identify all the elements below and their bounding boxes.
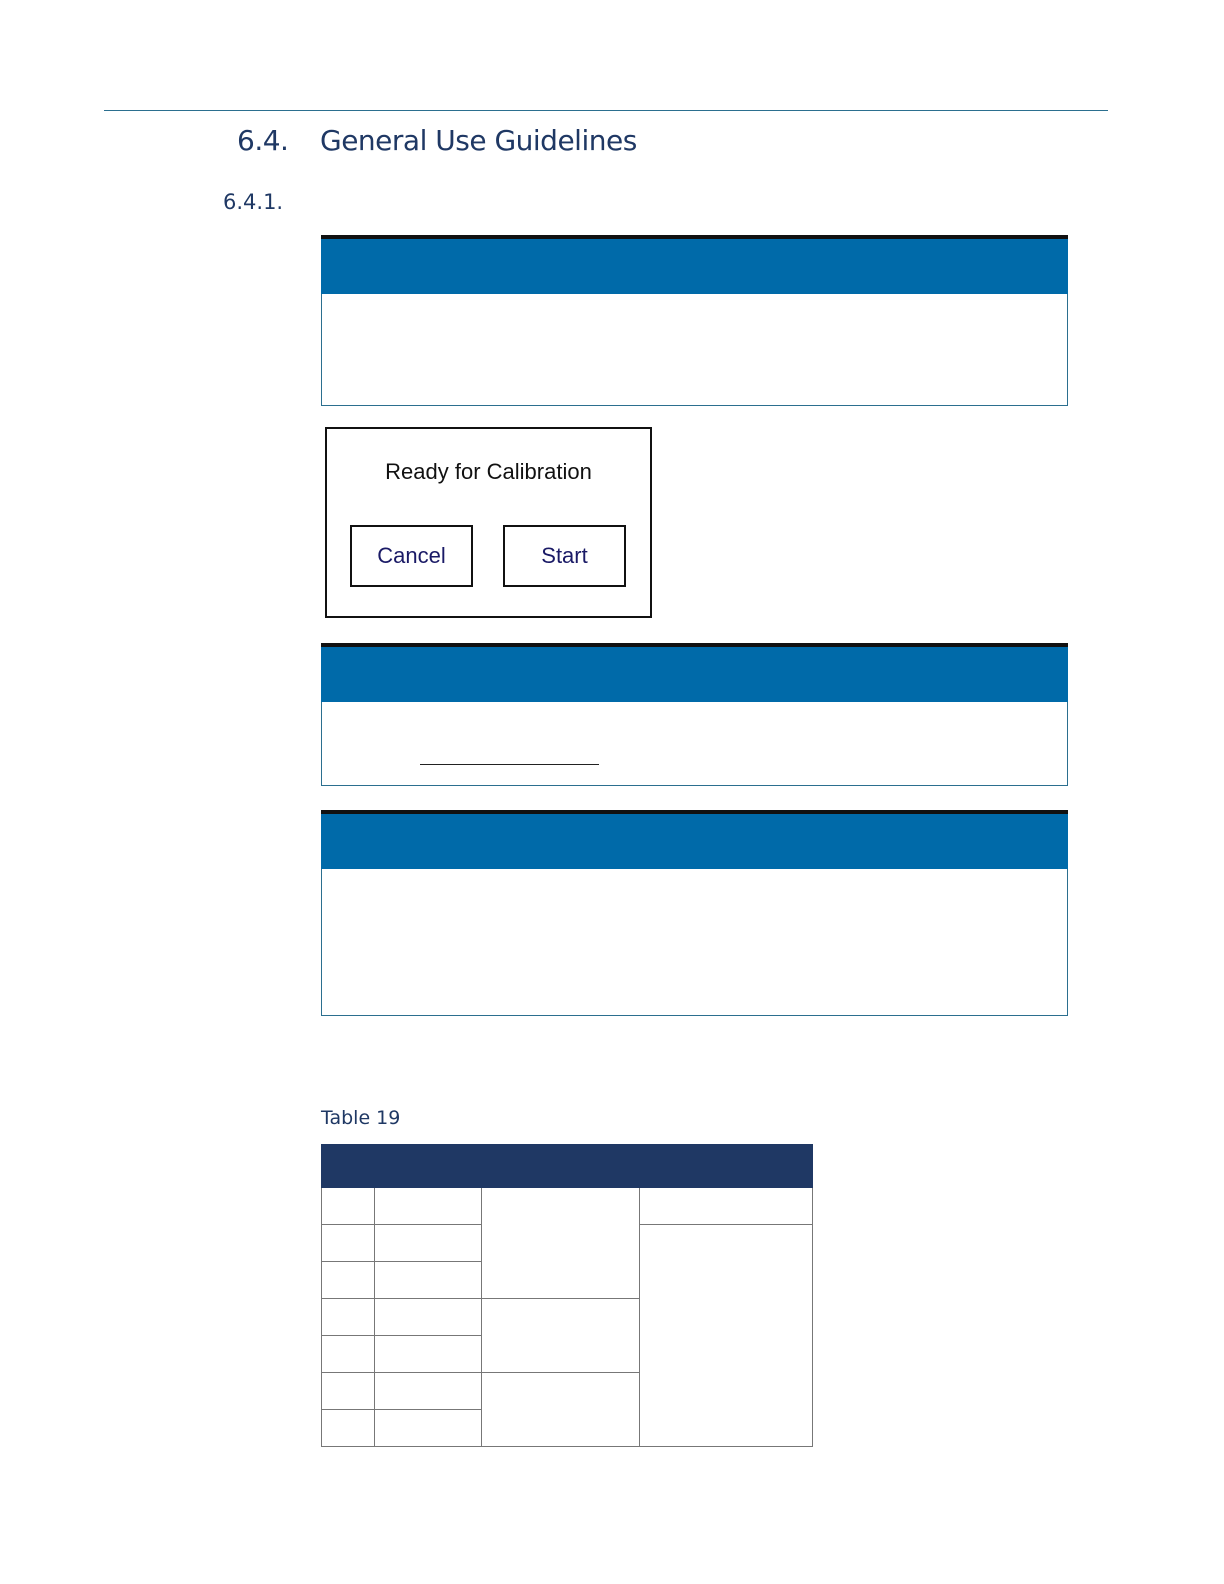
table-caption: Table 19 — [321, 1107, 401, 1129]
table-header-row — [322, 1145, 813, 1188]
calibration-dialog — [325, 427, 652, 618]
section-number: 6.4. — [237, 124, 289, 157]
callout-box-2 — [321, 643, 1068, 786]
table-cell — [322, 1410, 375, 1447]
table-cell — [482, 1299, 640, 1373]
header-rule — [104, 110, 1108, 111]
callout-box-1 — [321, 235, 1068, 406]
table-cell — [322, 1262, 375, 1299]
table-header-cell — [482, 1145, 640, 1188]
table-cell — [375, 1299, 482, 1336]
callout-header-bar — [321, 643, 1068, 702]
table-cell — [375, 1410, 482, 1447]
table-cell — [322, 1373, 375, 1410]
table-cell — [375, 1336, 482, 1373]
table-cell — [375, 1262, 482, 1299]
hyperlink-underline[interactable] — [420, 764, 599, 765]
dialog-title: Ready for Calibration — [385, 459, 592, 484]
callout-box-3 — [321, 810, 1068, 1016]
callout-header-bar — [321, 235, 1068, 294]
table-cell — [482, 1373, 640, 1447]
table-cell — [322, 1336, 375, 1373]
table-cell — [640, 1225, 813, 1447]
table-cell — [322, 1188, 375, 1225]
subsection-number: 6.4.1. — [223, 190, 284, 214]
table-cell — [482, 1188, 640, 1299]
table-cell — [322, 1225, 375, 1262]
table-19 — [321, 1144, 813, 1447]
table-header-cell — [322, 1145, 375, 1188]
table-row — [322, 1188, 813, 1225]
table-cell — [322, 1299, 375, 1336]
cancel-button[interactable]: Cancel — [350, 525, 473, 587]
callout-header-bar — [321, 810, 1068, 869]
table-cell — [375, 1188, 482, 1225]
table-header-cell — [375, 1145, 482, 1188]
table-cell — [640, 1188, 813, 1225]
table-cell — [375, 1373, 482, 1410]
start-button[interactable]: Start — [503, 525, 626, 587]
table-cell — [375, 1225, 482, 1262]
section-title: General Use Guidelines — [320, 124, 637, 157]
table-header-cell — [640, 1145, 813, 1188]
